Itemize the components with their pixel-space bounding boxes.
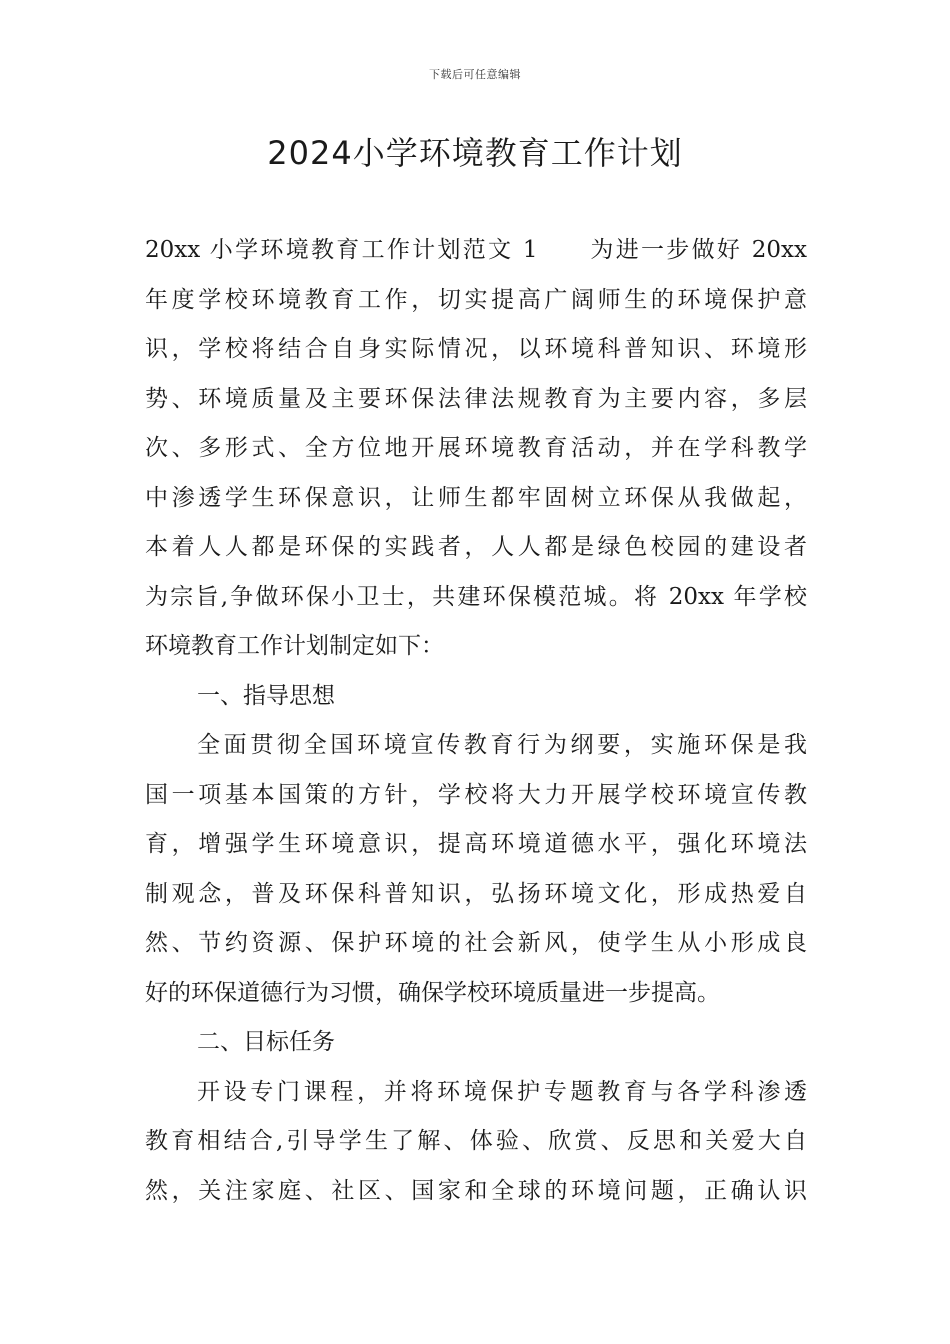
intro-line-9: 环境教育工作计划制定如下： (145, 633, 444, 659)
guiding-line-4: 制观念，普及环保科普知识，弘扬环境文化，形成热爱自 (145, 880, 807, 907)
intro-line-8: 为宗旨,争做环保小卫士，共建环保模范城。将 20xx 年学校 (145, 583, 807, 610)
header-note: 下载后可任意编辑 (429, 68, 521, 81)
section-heading-objectives: 二、目标任务 (197, 1029, 335, 1055)
intro-line-7: 本着人人都是环保的实践者，人人都是绿色校园的建设者 (145, 534, 807, 560)
intro-line-1: 20xx 小学环境教育工作计划范文 1 为进一步做好 20xx (145, 237, 807, 263)
intro-line-3: 识，学校将结合自身实际情况，以环境科普知识、环境形 (145, 336, 807, 362)
guiding-line-6: 好的环保道德行为习惯，确保学校环境质量进一步提高。 (145, 979, 720, 1006)
section-heading-guiding-thought: 一、指导思想 (197, 682, 335, 709)
intro-line-2: 年度学校环境教育工作，切实提高广阔师生的环境保护意 (145, 286, 807, 313)
document-body (145, 226, 807, 1216)
guiding-line-3: 育，增强学生环境意识，提高环境道德水平，强化环境法 (145, 831, 807, 857)
objectives-line-2: 教育相结合,引导学生了解、体验、欣赏、反思和关爱大自 (145, 1128, 807, 1154)
guiding-line-5: 然、节约资源、保护环境的社会新风，使学生从小形成良 (145, 930, 807, 956)
guiding-line-2: 国一项基本国策的方针，学校将大力开展学校环境宣传教 (145, 781, 807, 808)
guiding-line-1: 全面贯彻全国环境宣传教育行为纲要，实施环保是我 (197, 732, 807, 758)
objectives-line-3: 然，关注家庭、社区、国家和全球的环境问题，正确认识 (145, 1177, 807, 1204)
intro-line-4: 势、环境质量及主要环保法律法规教育为主要内容，多层 (145, 385, 807, 412)
objectives-line-1: 开设专门课程，并将环境保护专题教育与各学科渗透 (197, 1078, 807, 1105)
document-title: 2024小学环境教育工作计划 (267, 134, 683, 172)
intro-line-5: 次、多形式、全方位地开展环境教育活动，并在学科教学 (145, 435, 807, 461)
intro-line-6: 中渗透学生环保意识，让师生都牢固树立环保从我做起， (145, 484, 807, 511)
